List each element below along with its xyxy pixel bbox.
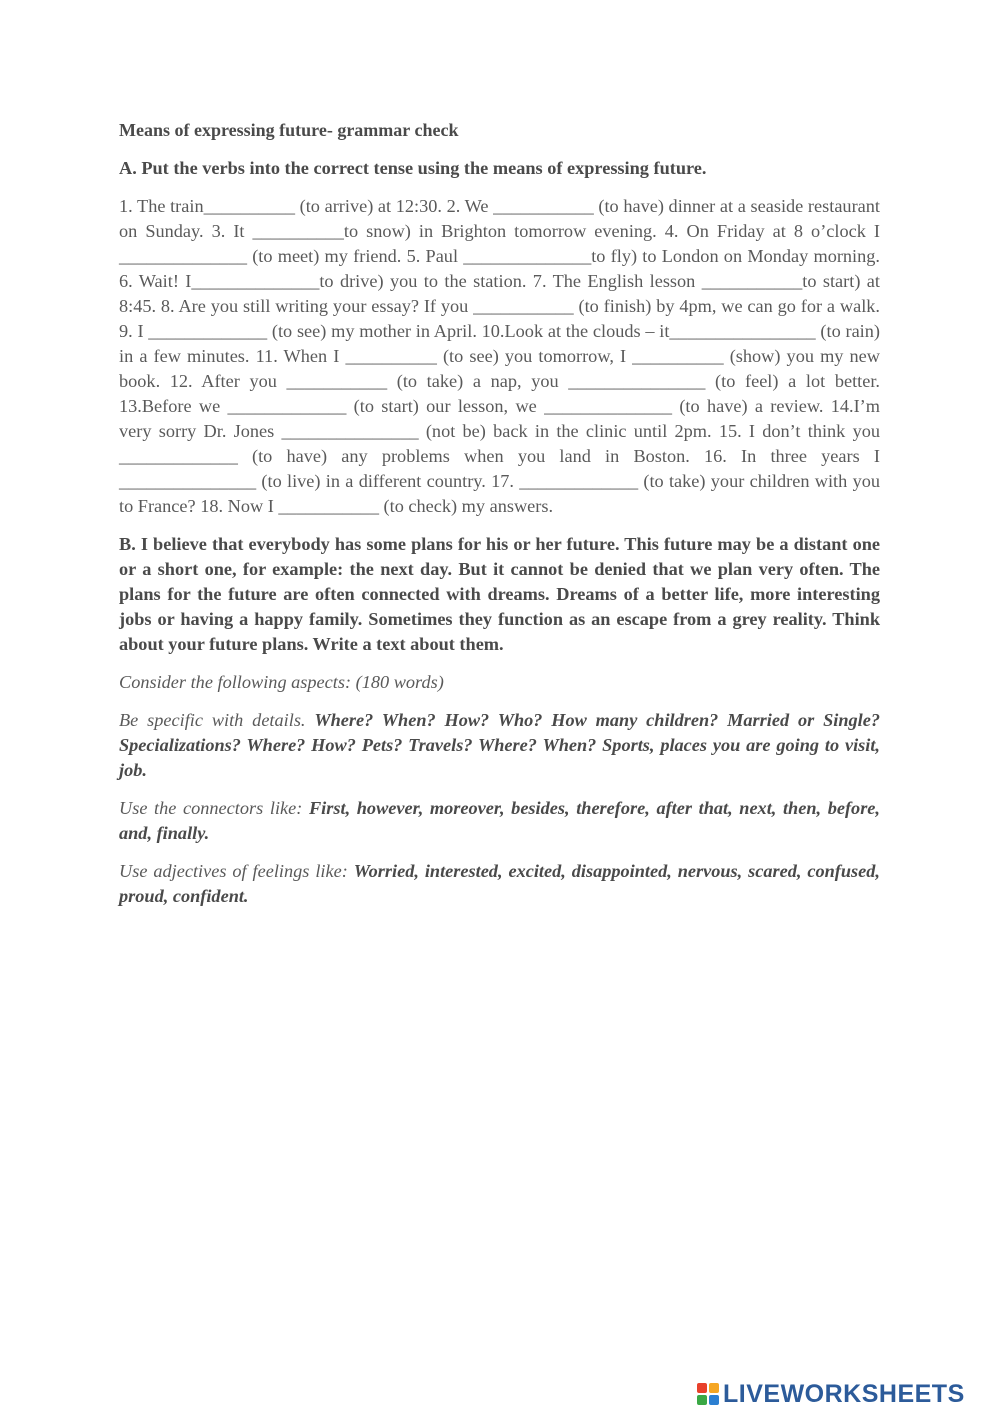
section-a-exercise-text: 1. The train__________ (to arrive) at 12:30. 2. We ___________ (to have) dinner at a seaside restaurant on Sunday. 3. It __________to snow) in Brighton tomorrow evening. 4. On Friday at 8 o’clock I ______________ (to meet) my friend. 5. Paul ______________to fly) to London on Monday morning. 6. Wait! I______________to drive) you to the station. 7. The English lesson ___________to start) at 8:45. 8. Are you still writing your essay? If you ___________ (to finish) by 4pm, we can go for a walk. 9. I _____________ (to see) my mother in April. 10.Look at the clouds – it________________ (to rain) in a few minutes. 11. When I __________ (to see) you tomorrow, I __________ (show) you my new book. 12. After you ___________ (to take) a nap, you _______________ (to feel) a lot better. 13.Before we _____________ (to start) our lesson, we ______________ (to have) a review. 14.I’m very sorry Dr. Jones _______________ (not be) back in the clinic until 2pm. 15. I don’t think you _____________ (to have) any problems when you land in Boston. 16. In three years I _______________ (to live) in a different country. 17. _____________ (to take) your children with you to France? 18. Now I ___________ (to check) my answers. [119,196,880,516]
section-b-aspects: Consider the following aspects: (180 words) [119,672,444,692]
logo-square-red [697,1383,707,1393]
logo-square-green [697,1395,707,1405]
worksheet-page [119,118,880,922]
liveworksheets-logo-icon [697,1383,719,1405]
section-b-prompt: B. I believe that everybody has some plans for his or her future. This future may be a distant one or a short one, for example: the next day. But it cannot be denied that we plan very often. The plans for the future are often connected with dreams. Dreams of a better life, more interesting jobs or having a happy family. Sometimes they function as an escape from a grey reality. Think about your future plans. Write a text about them. [119,534,880,654]
liveworksheets-logo-text: LIVEWORKSHEETS [723,1379,965,1408]
adjectives-items: Worried, interested, excited, disappointed, nervous, scared, confused, proud, confident. [119,861,880,906]
section-b-details [119,708,880,783]
connectors-label: Use the connectors like: [119,798,303,818]
logo-square-blue [709,1395,719,1405]
document-title: Means of expressing future- grammar check [119,120,459,140]
details-items: Where? When? How? Who? How many children? Married or Single? Specializations? Where? How? Pets? Travels? Where? When? Sports, places you are going to visit, job. [119,710,880,780]
details-label: Be specific with details. [119,710,306,730]
logo-square-orange [709,1383,719,1393]
section-b-adjectives [119,859,880,909]
connectors-items: First, however, moreover, besides, therefore, after that, next, then, before, and, finally. [119,798,880,843]
liveworksheets-logo [697,1376,965,1412]
adjectives-label: Use adjectives of feelings like: [119,861,348,881]
section-b-connectors [119,796,880,846]
section-a-heading: A. Put the verbs into the correct tense using the means of expressing future. [119,158,707,178]
